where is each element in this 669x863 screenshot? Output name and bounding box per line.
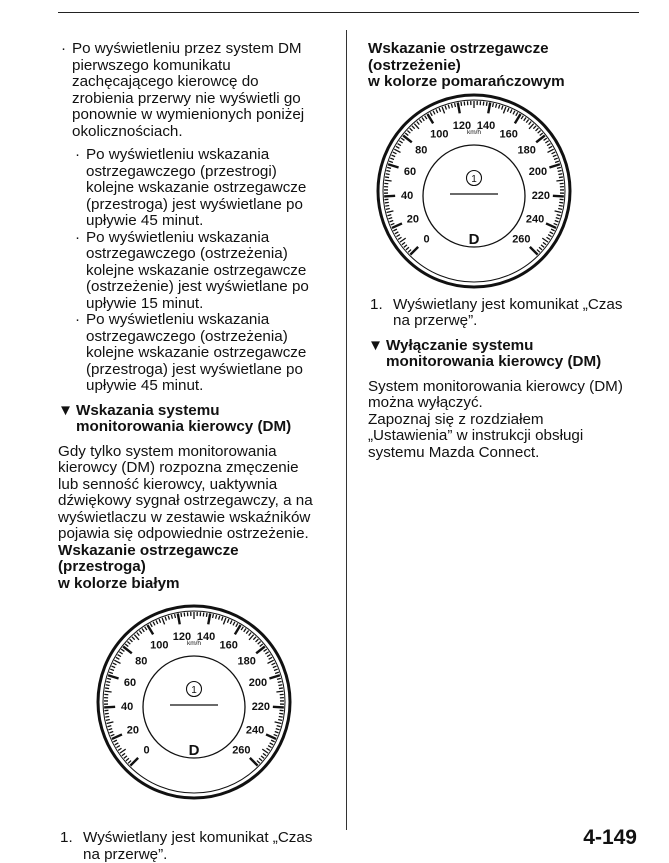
dm-description-paragraph: [58, 444, 330, 543]
text-line: System monitorowania kierowcy (DM): [368, 379, 643, 396]
minor-tick: [385, 176, 389, 177]
top-rule: [58, 12, 639, 13]
speed-label: 20: [127, 724, 139, 736]
speed-label: 40: [401, 190, 413, 202]
text-line: Zapoznaj się z rozdziałem: [368, 412, 643, 429]
minor-tick: [385, 205, 389, 206]
bullet-mark: ·: [61, 41, 66, 58]
text-line: ostrzegawczego (ostrzeżenia): [86, 329, 330, 346]
speedometer-illustration-orange: [338, 91, 610, 291]
speed-label: 220: [252, 701, 270, 713]
sub-item-1: [58, 147, 330, 230]
bullet-mark: ·: [75, 312, 80, 329]
minor-tick: [175, 614, 176, 618]
text-line: upływie 45 minut.: [86, 213, 330, 230]
text-line: kolejne wskazanie ostrzegawcze: [86, 345, 330, 362]
unit-label: km/h: [467, 129, 481, 136]
section-heading-dm-indications: [58, 403, 330, 436]
speed-label: 100: [430, 128, 448, 140]
text-line: ostrzegawczego (ostrzeżenia): [86, 246, 330, 263]
minor-tick: [386, 173, 390, 174]
text-line: lub senność kierowcy, uaktywnia: [58, 477, 330, 494]
text-line: kierowcy (DM) rozpozna zmęczenie: [58, 460, 330, 477]
text-line: (przestroga) jest wyświetlane po: [86, 197, 330, 214]
text-line: monitorowania kierowcy (DM): [76, 419, 330, 436]
minor-tick: [105, 691, 112, 692]
left-column: [58, 41, 330, 863]
speed-label: 120: [173, 631, 191, 643]
speed-label: 180: [518, 144, 536, 156]
speed-label: 180: [238, 656, 256, 668]
text-line: wyświetlaczu w zestawie wskaźników: [58, 510, 330, 527]
sub-item-text: [86, 312, 330, 395]
minor-tick: [486, 101, 487, 105]
speed-label: 0: [144, 744, 150, 756]
minor-tick: [556, 180, 563, 181]
text-line: pierwszego komunikatu: [72, 58, 330, 75]
text-line: Wyłączanie systemu: [386, 338, 643, 355]
page-number: 4-149: [583, 826, 637, 850]
major-tick: [384, 195, 395, 196]
bullet-intro: [58, 41, 330, 140]
minor-tick: [206, 613, 207, 617]
minor-tick: [105, 713, 109, 714]
major-tick: [104, 707, 115, 708]
heading-text: [76, 403, 330, 436]
minor-tick: [386, 170, 390, 171]
speed-label: 160: [499, 128, 517, 140]
text-line: w kolorze białym: [58, 576, 330, 593]
minor-tick: [558, 170, 562, 171]
minor-tick: [276, 691, 283, 692]
text-line: kolejne wskazanie ostrzegawcze: [86, 263, 330, 280]
minor-tick: [385, 180, 392, 181]
text-line: na przerwę”.: [83, 847, 330, 863]
text-line: pojawia się odpowiednie ostrzeżenie.: [58, 526, 330, 543]
bullet-mark: ·: [75, 230, 80, 247]
text-line: Gdy tylko system monitorowania: [58, 444, 330, 461]
minor-tick: [278, 720, 282, 721]
section-heading-disable-dm: [368, 338, 643, 371]
text-line: zrobienia przerwy nie wyświetli go: [72, 91, 330, 108]
text-line: Wskazanie ostrzegawcze (ostrzeżenie): [368, 41, 643, 74]
speed-label: 160: [219, 640, 237, 652]
callout-number: 1.: [370, 297, 383, 314]
speed-label: 140: [477, 120, 495, 132]
minor-tick: [386, 208, 390, 209]
minor-tick: [181, 613, 182, 617]
speed-label: 140: [197, 631, 215, 643]
text-line: na przerwę”.: [393, 313, 643, 330]
text-line: Po wyświetleniu przez system DM: [72, 41, 330, 58]
speed-label: 80: [415, 144, 427, 156]
speed-label: 260: [232, 744, 250, 756]
minor-tick: [278, 682, 282, 683]
speed-label: 20: [407, 213, 419, 225]
speed-label: 120: [453, 120, 471, 132]
text-line: monitorowania kierowcy (DM): [386, 354, 643, 371]
speed-label: 240: [246, 724, 264, 736]
text-line: upływie 15 minut.: [86, 296, 330, 313]
text-line: ostrzegawczego (przestrogi): [86, 164, 330, 181]
text-line: Wyświetlany jest komunikat „Czas: [393, 297, 643, 314]
callout-number: 1.: [60, 830, 73, 847]
speedometer-illustration-white: [58, 602, 330, 802]
sub-item-text: [86, 147, 330, 230]
speed-label: 240: [526, 213, 544, 225]
speed-label: 200: [249, 677, 267, 689]
minor-tick: [106, 685, 110, 686]
speed-label: 260: [512, 233, 530, 245]
text-line: można wyłączyć.: [368, 395, 643, 412]
speed-label: 80: [135, 656, 147, 668]
minor-tick: [105, 688, 109, 689]
text-line: w kolorze pomarańczowym: [368, 74, 643, 91]
minor-tick: [106, 682, 110, 683]
text-line: Wskazania systemu: [76, 403, 330, 420]
callout-item-left: [58, 830, 330, 863]
triangle-marker-icon: ▼: [58, 403, 73, 420]
right-column: [368, 41, 643, 461]
text-line: upływie 45 minut.: [86, 378, 330, 395]
text-line: kolejne wskazanie ostrzegawcze: [86, 180, 330, 197]
triangle-marker-icon: ▼: [368, 338, 383, 355]
minor-tick: [279, 688, 283, 689]
minor-tick: [461, 101, 462, 105]
text-line: ponownie w wymienionych poniżej: [72, 107, 330, 124]
text-line: okolicznościach.: [72, 124, 330, 141]
text-line: systemu Mazda Connect.: [368, 445, 643, 462]
callout-marker: 1: [191, 685, 197, 696]
text-line: dźwiękowy sygnał ostrzegawczy, a na: [58, 493, 330, 510]
disable-dm-paragraph: [368, 379, 643, 462]
speed-label: 60: [124, 677, 136, 689]
text-line: Wyświetlany jest komunikat „Czas: [83, 830, 330, 847]
text-line: Wskazanie ostrzegawcze (przestroga): [58, 543, 330, 576]
minor-tick: [558, 208, 562, 209]
speed-label: 60: [404, 166, 416, 178]
text-line: „Ustawienia” w instrukcji obsługi: [368, 428, 643, 445]
minor-tick: [455, 103, 456, 107]
gear-indicator: D: [469, 231, 480, 248]
minor-tick: [559, 176, 563, 177]
minor-tick: [279, 713, 283, 714]
callout-marker: 1: [471, 174, 477, 185]
text-line: Po wyświetleniu wskazania: [86, 230, 330, 247]
minor-tick: [279, 716, 283, 717]
heading-text: [386, 338, 643, 371]
minor-tick: [385, 202, 389, 203]
speed-label: 100: [150, 640, 168, 652]
white-warning-heading: [58, 543, 330, 593]
minor-tick: [106, 720, 110, 721]
sub-item-3: [58, 312, 330, 395]
bullet-intro-text: [72, 41, 330, 140]
callout-text: [83, 830, 330, 863]
speed-label: 40: [121, 701, 133, 713]
speed-label: 200: [529, 166, 547, 178]
major-tick: [273, 707, 284, 708]
text-line: (ostrzeżenie) jest wyświetlane po: [86, 279, 330, 296]
speed-label: 0: [424, 233, 430, 245]
callout-item-right: [368, 297, 643, 330]
minor-tick: [559, 202, 563, 203]
callout-text: [393, 297, 643, 330]
text-line: Po wyświetleniu wskazania: [86, 312, 330, 329]
sub-item-2: [58, 230, 330, 313]
minor-tick: [105, 716, 109, 717]
minor-tick: [493, 103, 494, 107]
speed-label: 220: [532, 190, 550, 202]
minor-tick: [559, 205, 563, 206]
minor-tick: [213, 614, 214, 618]
text-line: (przestroga) jest wyświetlane po: [86, 362, 330, 379]
sub-item-text: [86, 230, 330, 313]
minor-tick: [278, 685, 282, 686]
gear-indicator: D: [189, 742, 200, 759]
orange-warning-heading: [368, 41, 643, 91]
bullet-mark: ·: [75, 147, 80, 164]
unit-label: km/h: [187, 640, 201, 647]
major-tick: [553, 195, 564, 196]
minor-tick: [558, 173, 562, 174]
text-line: zachęcającego kierowcę do: [72, 74, 330, 91]
text-line: Po wyświetleniu wskazania: [86, 147, 330, 164]
